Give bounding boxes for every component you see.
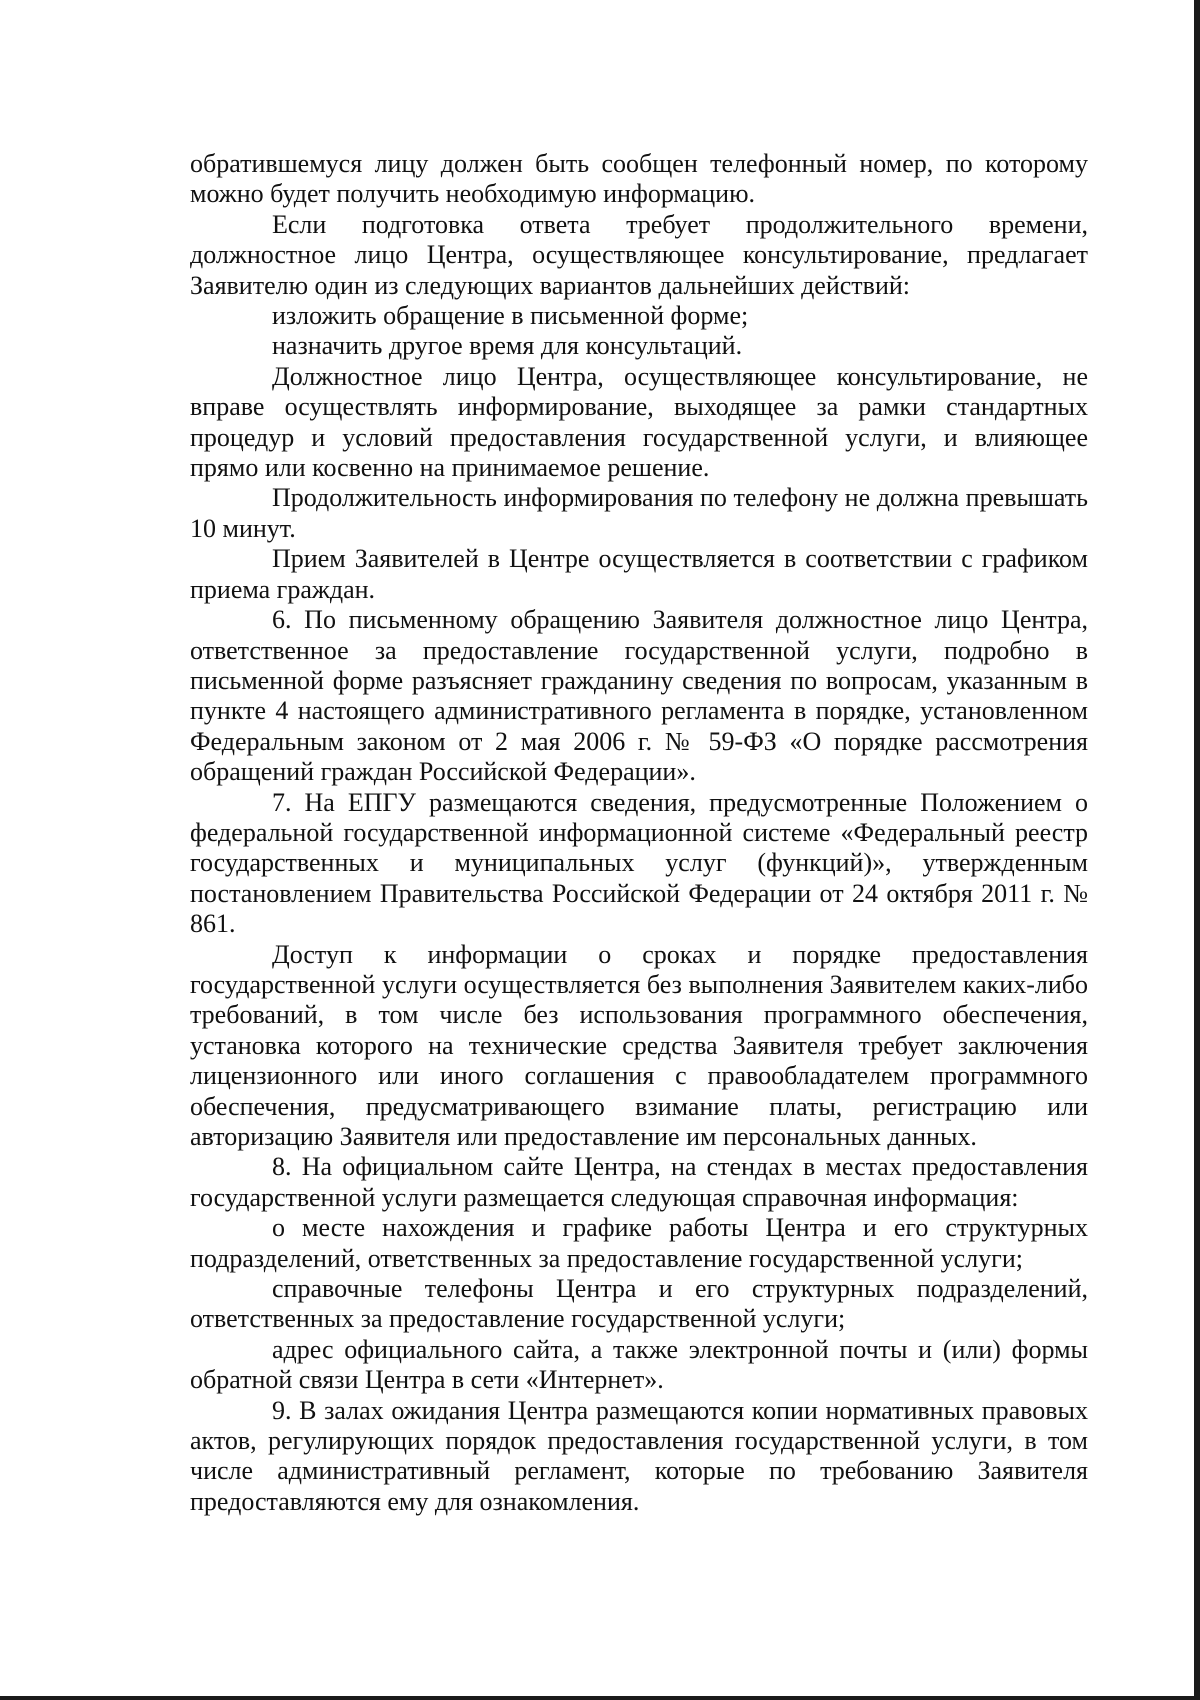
paragraph-continuation: обратившемуся лицу должен быть сообщен телефонный номер, по которому можно будет получить необходимую информацию. bbox=[190, 149, 1088, 209]
scan-border-right bbox=[1194, 0, 1200, 1700]
paragraph-reception-schedule: Прием Заявителей в Центре осуществляется в соответствии с графиком приема граждан. bbox=[190, 544, 1088, 604]
paragraph-phone-duration: Продолжительность информирования по телефону не должна превышать 10 минут. bbox=[190, 483, 1088, 543]
list-item-written-form: изложить обращение в письменной форме; bbox=[272, 301, 749, 331]
list-item-location-schedule: о месте нахождения и графике работы Центра и его структурных подразделений, ответственных за предоставление государственной услуги; bbox=[190, 1213, 1088, 1273]
paragraph-access-info: Доступ к информации о сроках и порядке предоставления государственной услуги осуществляется без выполнения Заявителем каких-либо требований, в том числе без использования программного обеспечения, установка которого на технические средства Заявителя требует заключения лицензионного или иного соглашения с правообладателем программного обеспечения, предусматривающего взимание платы, регистрацию или авторизацию Заявителя или предоставление им персональных данных. bbox=[190, 939, 1088, 1151]
paragraph-item-6: 6. По письменному обращению Заявителя должностное лицо Центра, ответственное за предоставление государственной услуги, подробно в письменной форме разъясняет гражданину сведения по вопросам, указанным в пункте 4 настоящего административного регламента в порядке, установленном Федеральным законом от 2 мая 2006 г. № 59-ФЗ «О порядке рассмотрения обращений граждан Российской Федерации». bbox=[190, 605, 1088, 787]
paragraph-restrictions: Должностное лицо Центра, осуществляющее консультирование, не вправе осуществлять информирование, выходящее за рамки стандартных процедур и условий предоставления государственной услуги, и влияющее прямо или косвенно на принимаемое решение. bbox=[190, 361, 1088, 483]
paragraph-consultation-options: Если подготовка ответа требует продолжительного времени, должностное лицо Центра, осуществляющее консультирование, предлагает Заявителю один из следующих вариантов дальнейших действий: bbox=[190, 209, 1088, 300]
document-body bbox=[190, 149, 1088, 1517]
paragraph-item-8: 8. На официальном сайте Центра, на стендах в местах предоставления государственной услуги размещается следующая справочная информация: bbox=[190, 1152, 1088, 1212]
paragraph-item-9: 9. В залах ожидания Центра размещаются копии нормативных правовых актов, регулирующих порядок предоставления государственной услуги, в том числе административный регламент, которые по требованию Заявителя предоставляются ему для ознакомления. bbox=[190, 1395, 1088, 1516]
scan-border-bottom bbox=[0, 1696, 1200, 1700]
list-item-website-address: адрес официального сайта, а также электронной почты и (или) формы обратной связи Центра в сети «Интернет». bbox=[190, 1334, 1088, 1395]
list-item-other-time: назначить другое время для консультаций. bbox=[272, 331, 743, 361]
list-item-phones: справочные телефоны Центра и его структурных подразделений, ответственных за предоставление государственной услуги; bbox=[190, 1274, 1088, 1334]
paragraph-item-7: 7. На ЕПГУ размещаются сведения, предусмотренные Положением о федеральной государственной информационной системе «Федеральный реестр государственных и муниципальных услуг (функций)», утвержденным постановлением Правительства Российской Федерации от 24 октября 2011 г. № 861. bbox=[190, 787, 1088, 939]
